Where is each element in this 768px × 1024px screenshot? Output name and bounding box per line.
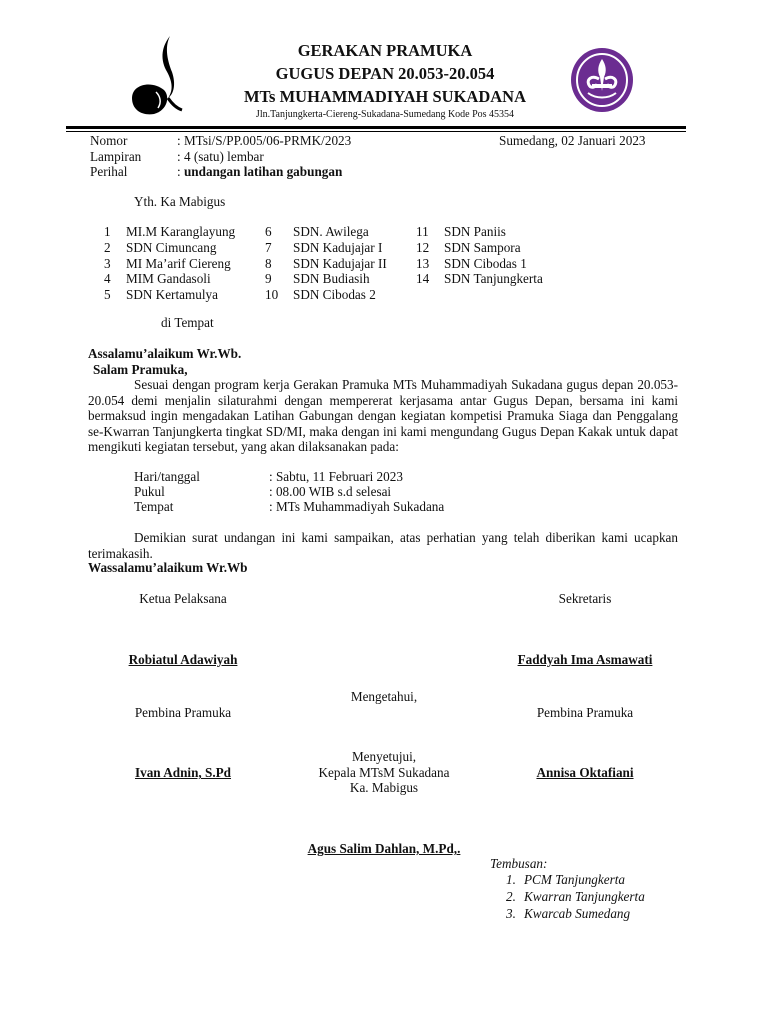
perihal-label: Perihal	[90, 164, 128, 179]
pembina-left-title: Pembina Pramuka	[134, 705, 232, 720]
hari-label: Hari/tanggal	[134, 469, 200, 484]
school-list-col3: 11 SDN Paniis 12 SDN Sampora 13 SDN Cibodas 1 14 SDN Tanjungkerta	[416, 224, 543, 287]
closing-paragraph: Demikian surat undangan ini kami sampaikan, atas perhatian yang telah diberikan kami ucapkan terimakasih.	[88, 530, 678, 561]
perihal-value: : undangan latihan gabungan	[177, 164, 343, 179]
tembusan-item: 1. PCM Tanjungkerta	[506, 872, 625, 887]
pukul-label: Pukul	[134, 484, 165, 499]
menyetujui: Menyetujui,	[351, 749, 417, 764]
header-rule	[66, 126, 686, 129]
tempat-label: Tempat	[134, 499, 174, 514]
lampiran-value: : 4 (satu) lembar	[177, 149, 264, 164]
tembusan-label: Tembusan:	[490, 856, 548, 871]
header-rule-thin	[66, 131, 686, 132]
sekretaris-title: Sekretaris	[558, 591, 612, 606]
wosm-emblem-logo	[570, 47, 634, 113]
pembina-right-title: Pembina Pramuka	[536, 705, 634, 720]
opening-greeting: Assalamu’alaikum Wr.Wb.	[88, 346, 242, 361]
school-list-col1: 1 MI.M Karanglayung 2 SDN Cimuncang 3 MI Ma’arif Ciereng 4 MIM Gandasoli 5 SDN Kertamulya	[104, 224, 236, 303]
body-paragraph: Sesuai dengan program kerja Gerakan Pramuka MTs Muhammadiyah Sukadana gugus depan 20.053-20.054 demi menjalin silaturahmi dengan mempererat kerjasama antar Gugus Depan, bersama ini kami bermaksud ingin mengadakan Latihan Gabungan dengan kegiatan kompetisi Pramuka Siaga dan Penggalang se-Kwarran Tanjungkerta tingkat SD/MI, maka dengan ini kami mengundang Gugus Depan Kakak untuk dapat mengikuti kegiatan tersebut, yang akan dilaksanakan pada:	[88, 377, 678, 455]
kepala-name: Agus Salim Dahlan, M.Pd,.	[307, 841, 461, 856]
address: Jln.Tanjungkerta-Ciereng-Sukadana-Sumedang Kode Pos 45354	[255, 109, 515, 120]
sekretaris-name: Faddyah Ima Asmawati	[517, 652, 653, 667]
mengetahui: Mengetahui,	[350, 689, 418, 704]
school-name: MTs MUHAMMADIYAH SUKADANA	[243, 87, 527, 106]
tempat-value: : MTs Muhammadiyah Sukadana	[269, 499, 445, 514]
lampiran-label: Lampiran	[90, 149, 142, 164]
tembusan-item: 3. Kwarcab Sumedang	[506, 906, 631, 921]
school-list-col2: 6 SDN. Awilega 7 SDN Kadujajar I 8 SDN Kadujajar II 9 SDN Budiasih 10 SDN Cibodas 2	[265, 224, 387, 303]
letter-date: Sumedang, 02 Januari 2023	[499, 133, 646, 148]
tembusan-item: 2. Kwarran Tanjungkerta	[506, 889, 645, 904]
pembina-right-name: Annisa Oktafiani	[536, 765, 634, 780]
nomor-label: Nomor	[90, 133, 128, 148]
di-tempat: di Tempat	[161, 315, 214, 330]
kepala-role: Ka. Mabigus	[349, 780, 419, 795]
hari-value: : Sabtu, 11 Februari 2023	[269, 469, 403, 484]
closing-greeting: Wassalamu’alaikum Wr.Wb	[88, 560, 248, 575]
gugus-depan: GUGUS DEPAN 20.053-20.054	[275, 64, 495, 83]
ketua-title: Ketua Pelaksana	[139, 591, 227, 606]
pembina-left-name: Ivan Adnin, S.Pd	[134, 765, 232, 780]
nomor-value: : MTsi/S/PP.005/06-PRMK/2023	[177, 133, 352, 148]
salam-pramuka: Salam Pramuka,	[93, 362, 188, 377]
org-name: GERAKAN PRAMUKA	[297, 41, 473, 60]
recipient: Yth. Ka Mabigus	[134, 194, 226, 209]
ketua-name: Robiatul Adawiyah	[128, 652, 238, 667]
tunas-kelapa-logo	[128, 34, 184, 120]
kepala-title: Kepala MTsM Sukadana	[318, 765, 450, 780]
pukul-value: : 08.00 WIB s.d selesai	[269, 484, 392, 499]
